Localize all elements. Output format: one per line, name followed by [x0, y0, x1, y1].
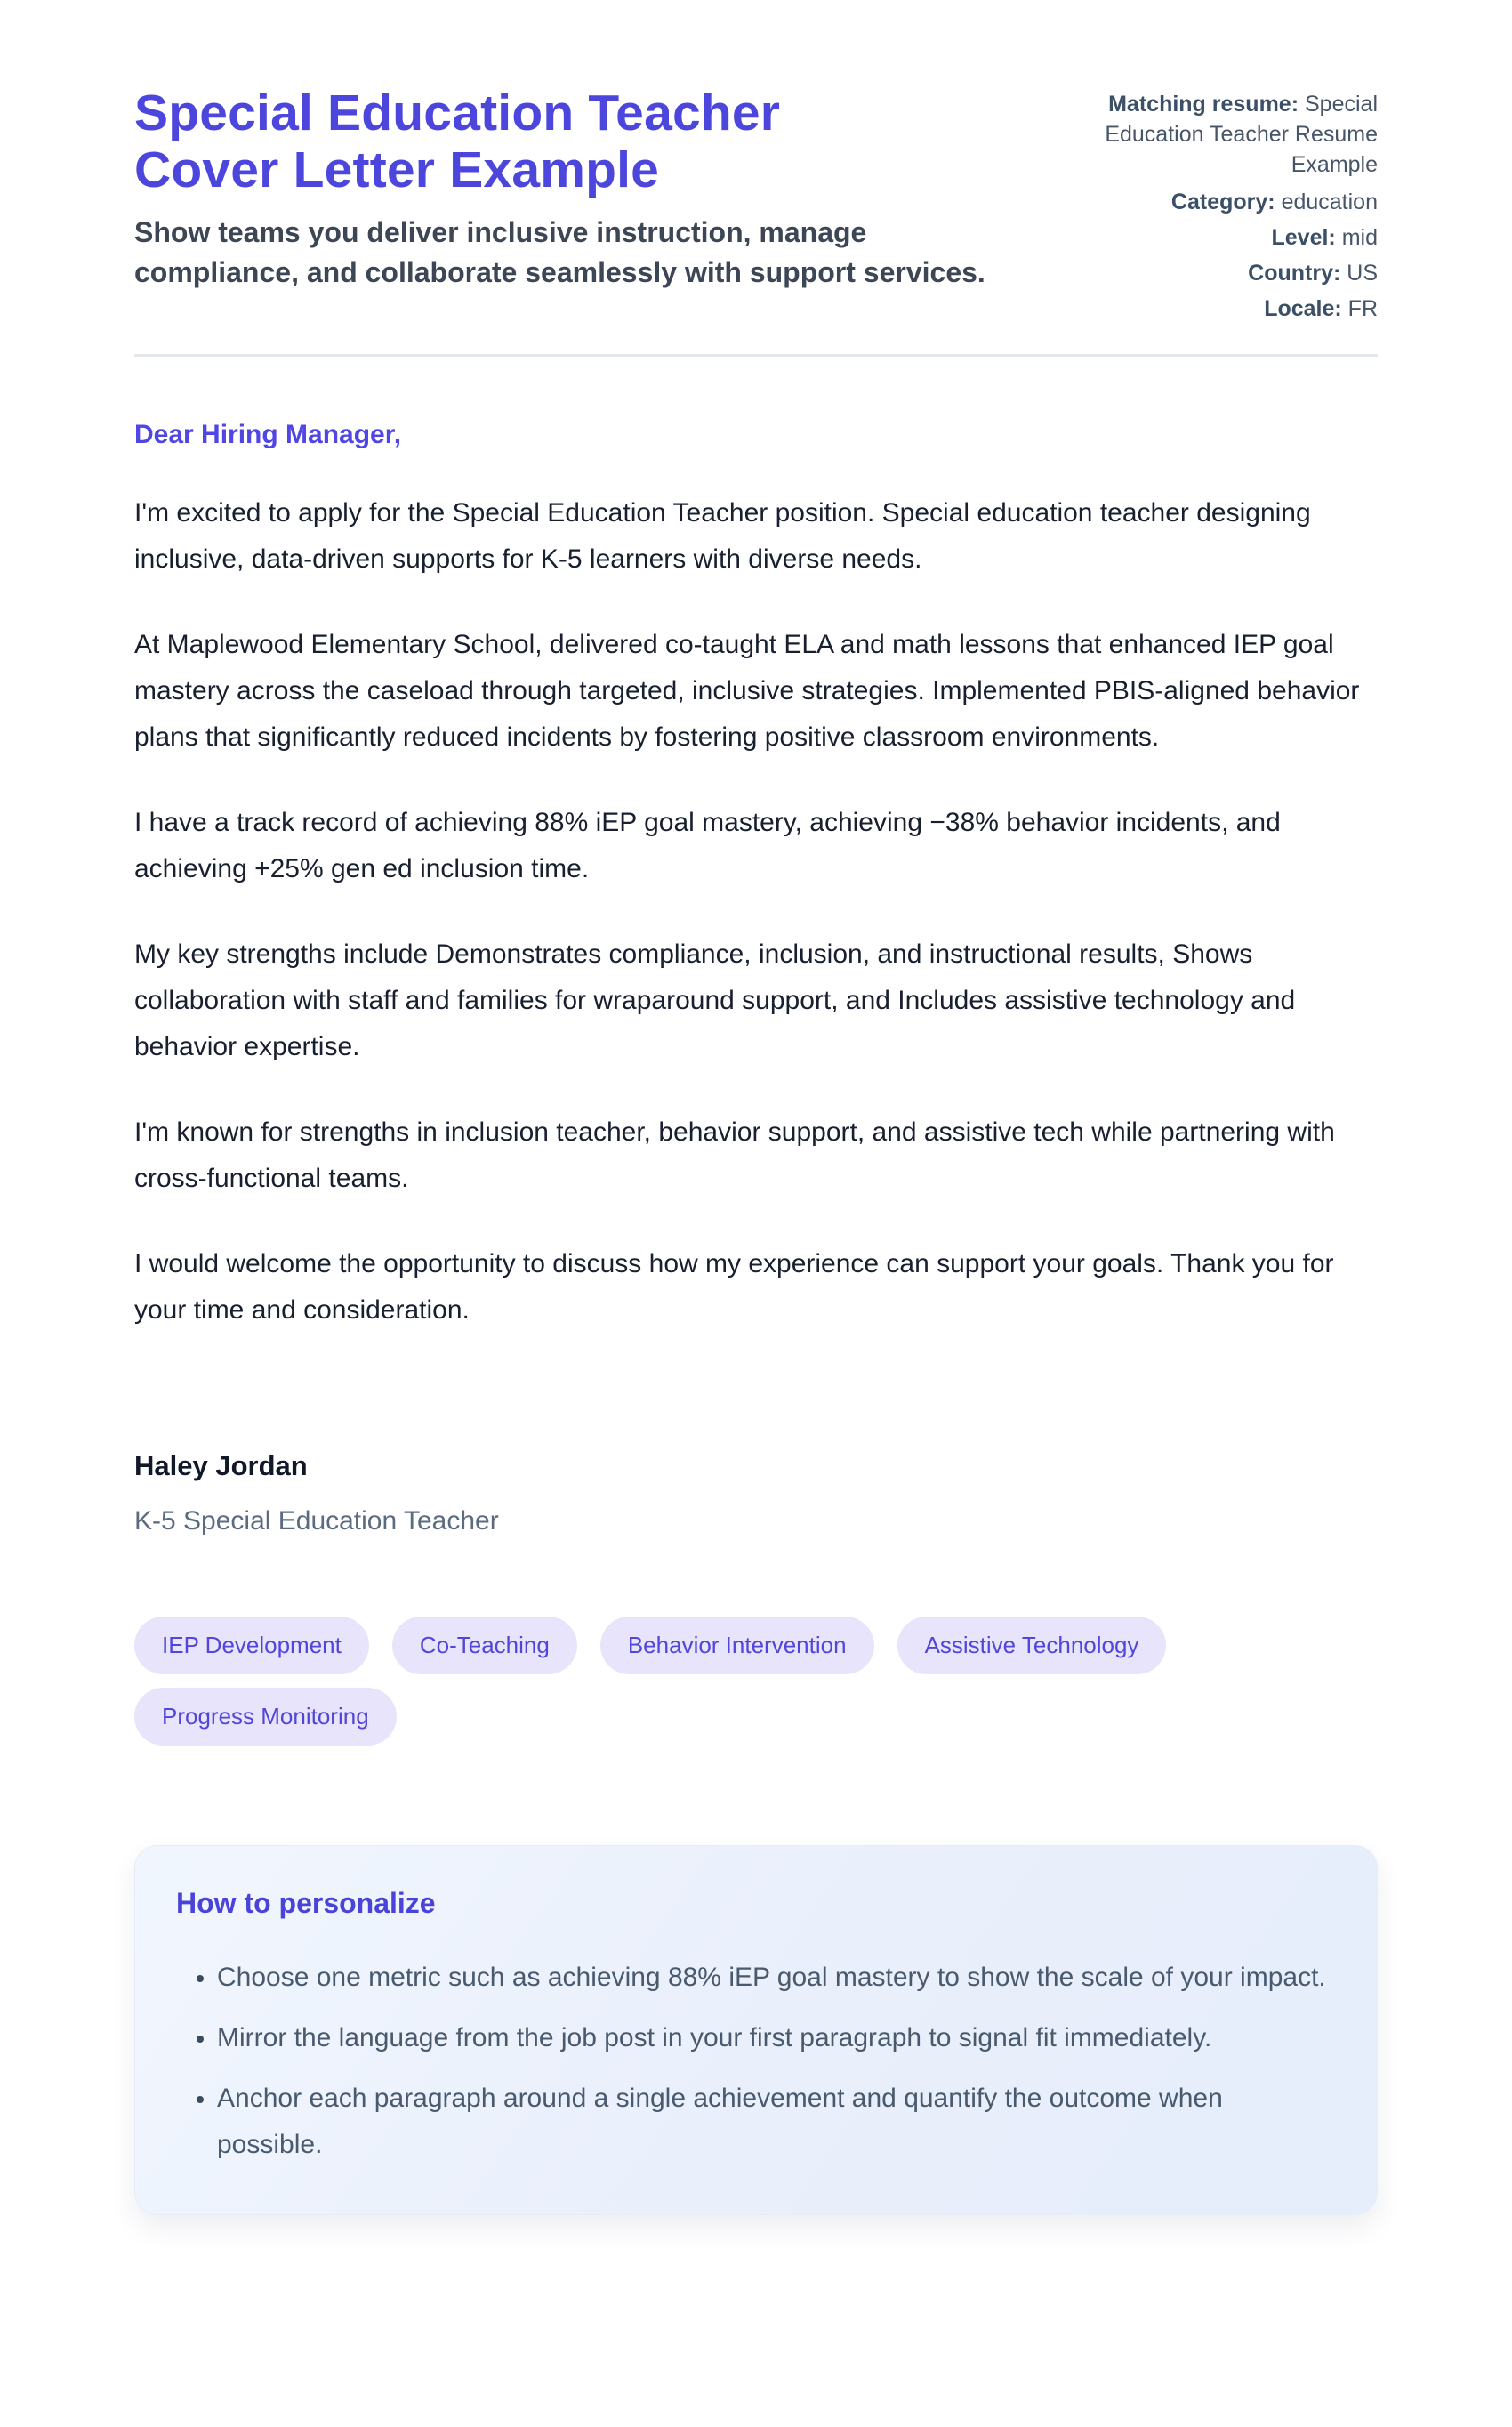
- page-subtitle: Show teams you deliver inclusive instruction, manage compliance, and collaborate seamlessly with support services.: [134, 216, 985, 288]
- resume-meta-block: [1058, 89, 1378, 329]
- skill-tag: Progress Monitoring: [134, 1688, 397, 1746]
- header-title-block: [134, 85, 1006, 293]
- meta-matching-label: Matching resume:: [1108, 92, 1299, 117]
- meta-country: [1058, 258, 1378, 288]
- signature-name: Haley Jordan: [134, 1450, 308, 1481]
- skill-tag: Behavior Intervention: [600, 1617, 874, 1674]
- meta-category-value: education: [1281, 189, 1378, 214]
- meta-locale-value: FR: [1347, 296, 1378, 321]
- meta-country-value: US: [1347, 261, 1378, 286]
- salutation: Dear Hiring Manager,: [134, 420, 402, 449]
- letter-paragraph: At Maplewood Elementary School, delivered co-taught ELA and math lessons that enhanced IEP goal mastery across the caseload through targeted, inclusive strategies. Implemented PBIS-aligned behavior plans that significantly reduced incidents by fostering positive classroom environments.: [134, 630, 1360, 752]
- tips-list: [176, 1955, 1327, 2168]
- skill-tag: IEP Development: [134, 1617, 369, 1674]
- how-to-personalize-card: [134, 1845, 1378, 2215]
- tips-card-title: How to personalize: [176, 1887, 436, 1919]
- meta-locale: [1058, 294, 1378, 324]
- letter-paragraph: I'm known for strengths in inclusion teacher, behavior support, and assistive tech while partnering with cross-functional teams.: [134, 1117, 1335, 1193]
- meta-level: [1058, 222, 1378, 253]
- meta-category: [1058, 187, 1378, 217]
- page-header: [134, 85, 1378, 329]
- letter-paragraph: My key strengths include Demonstrates compliance, inclusion, and instructional results, Shows collaboration with staff and families for wraparound support, and Includes assistive technology and behavior expertise.: [134, 939, 1296, 1061]
- skill-tag: Assistive Technology: [897, 1617, 1167, 1674]
- letter-paragraph: I'm excited to apply for the Special Education Teacher position. Special education teacher designing inclusive, data-driven supports for K-5 learners with diverse needs.: [134, 498, 1311, 574]
- signature-block: [134, 1449, 1378, 1538]
- tips-list-item: • Anchor each paragraph around a single achievement and quantify the outcome when possible.: [217, 2076, 1327, 2168]
- meta-level-value: mid: [1341, 225, 1378, 250]
- header-divider: [134, 354, 1378, 357]
- meta-level-label: Level:: [1271, 225, 1336, 250]
- tips-list-item: • Choose one metric such as achieving 88% iEP goal mastery to show the scale of your impact.: [217, 1955, 1327, 2001]
- cover-letter-body: [134, 419, 1378, 1538]
- meta-country-label: Country:: [1248, 261, 1341, 286]
- page-title: Special Education Teacher Cover Letter Example: [134, 85, 781, 198]
- signature-role: K-5 Special Education Teacher: [134, 1506, 499, 1536]
- meta-matching-value: Special Education Teacher Resume Example: [1105, 92, 1378, 177]
- skill-tag: Co-Teaching: [392, 1617, 577, 1674]
- tips-list-item: • Mirror the language from the job post in your first paragraph to signal fit immediately.: [217, 2015, 1327, 2061]
- letter-paragraph: I would welcome the opportunity to discuss how my experience can support your goals. Thank you for your time and consideration.: [134, 1249, 1334, 1325]
- skill-tags: [134, 1617, 1202, 1746]
- letter-paragraph: I have a track record of achieving 88% iEP goal mastery, achieving −38% behavior incidents, and achieving +25% gen ed inclusion time.: [134, 808, 1281, 883]
- meta-locale-label: Locale:: [1264, 296, 1342, 321]
- meta-category-label: Category:: [1170, 189, 1275, 214]
- meta-matching-resume: [1058, 89, 1378, 180]
